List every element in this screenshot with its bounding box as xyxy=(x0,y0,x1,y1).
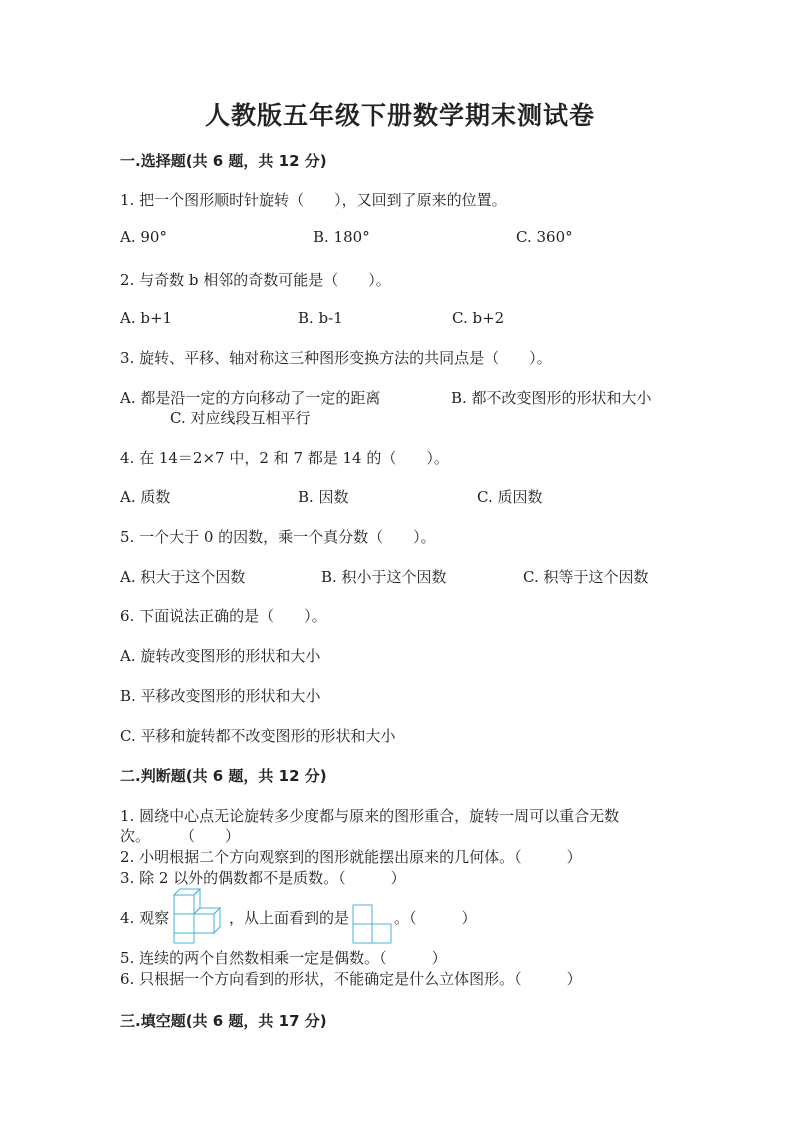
section-heading-choice: 一.选择题(共 6 题，共 12 分) xyxy=(120,152,327,170)
question-stem: 4. 在 14＝2×7 中，2 和 7 都是 14 的（ ）。 xyxy=(120,449,449,467)
section-heading-fill: 三.填空题(共 6 题，共 17 分) xyxy=(120,1012,327,1030)
judge-item: 1. 圆绕中心点无论旋转多少度都与原来的图形重合，旋转一周可以重合无数 xyxy=(120,807,620,825)
judge-item: 次。 （ ） xyxy=(120,827,241,845)
option-b: B. 平移改变图形的形状和大小 xyxy=(120,687,321,705)
judge-item: 5. 连续的两个自然数相乘一定是偶数。（ ） xyxy=(120,949,447,967)
option-c: C. 对应线段互相平行 xyxy=(170,409,311,427)
option-b: B. 都不改变图形的形状和大小 xyxy=(451,389,652,407)
judge-item: 2. 小明根据二个方向观察到的图形就能摆出原来的几何体。（ ） xyxy=(120,848,582,866)
option-a: A. b+1 xyxy=(120,309,173,327)
option-c: C. b+2 xyxy=(452,309,505,327)
option-a: A. 90° xyxy=(120,228,167,246)
option-b: B. 180° xyxy=(313,228,370,246)
option-b: B. b-1 xyxy=(298,309,343,327)
option-a: A. 质数 xyxy=(120,488,171,506)
option-c: C. 360° xyxy=(516,228,573,246)
option-a: A. 积大于这个因数 xyxy=(120,568,246,586)
judge-item-suffix: 。（ ） xyxy=(394,909,477,927)
option-a: A. 旋转改变图形的形状和大小 xyxy=(120,647,321,665)
judge-item: 6. 只根据一个方向看到的形状，不能确定是什么立体图形。（ ） xyxy=(120,970,582,988)
option-b: B. 因数 xyxy=(298,488,349,506)
section-heading-judge: 二.判断题(共 6 题，共 12 分) xyxy=(120,767,327,785)
question-stem: 5. 一个大于 0 的因数，乘一个真分数（ ）。 xyxy=(120,528,436,546)
top-view-figure xyxy=(352,904,392,944)
option-c: C. 质因数 xyxy=(477,488,543,506)
question-stem: 3. 旋转、平移、轴对称这三种图形变换方法的共同点是（ ）。 xyxy=(120,349,552,367)
page-title: 人教版五年级下册数学期末测试卷 xyxy=(204,101,595,130)
judge-item-prefix: 4. 观察 xyxy=(120,909,170,927)
judge-item-middle: ，从上面看到的是 xyxy=(229,909,350,927)
question-stem: 1. 把一个图形顺时针旋转（ ），又回到了原来的位置。 xyxy=(120,191,507,209)
option-a: A. 都是沿一定的方向移动了一定的距离 xyxy=(120,389,381,407)
judge-item: 3. 除 2 以外的偶数都不是质数。（ ） xyxy=(120,869,406,887)
question-stem: 2. 与奇数 b 相邻的奇数可能是（ ）。 xyxy=(120,271,391,289)
cube-stack-figure xyxy=(171,888,229,944)
option-c: C. 平移和旋转都不改变图形的形状和大小 xyxy=(120,727,396,745)
option-b: B. 积小于这个因数 xyxy=(321,568,447,586)
option-c: C. 积等于这个因数 xyxy=(523,568,649,586)
question-stem: 6. 下面说法正确的是（ ）。 xyxy=(120,607,327,625)
